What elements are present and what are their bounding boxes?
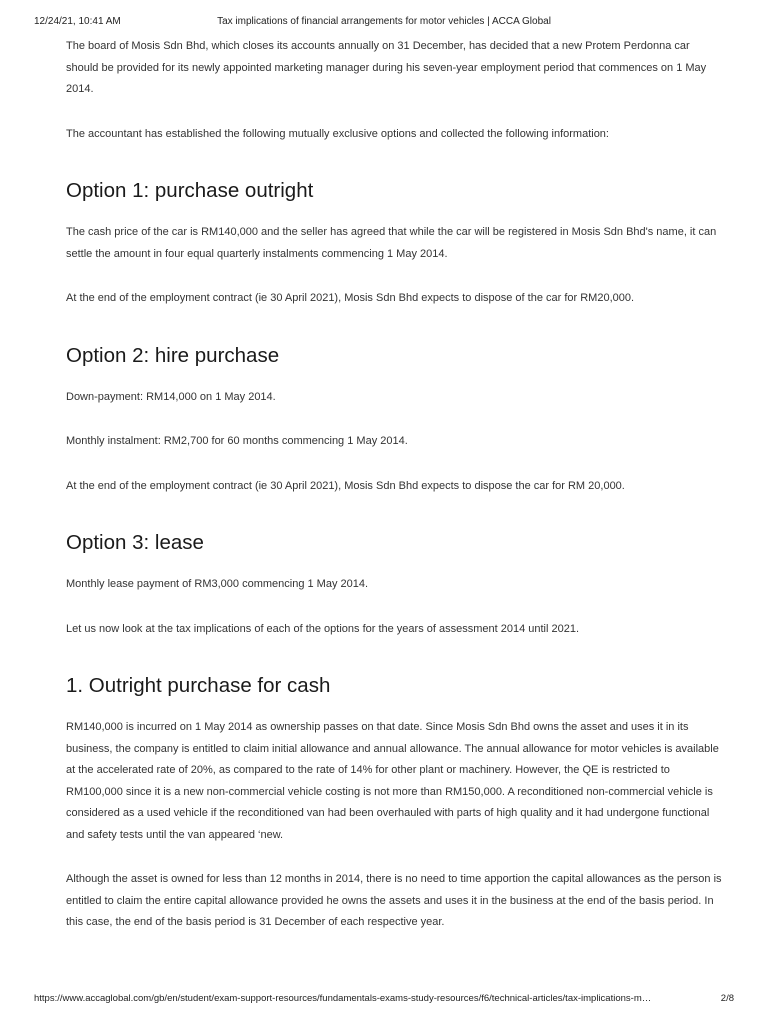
option2-heading: Option 2: hire purchase	[66, 343, 280, 367]
option1-paragraph-1: The cash price of the car is RM140,000 and the seller has agreed that while the car will be registered in Mosis Sdn Bhd's name, it can settle the amount in four equal quarterly instalments commencing 1 May 2014.	[66, 226, 717, 260]
print-datetime: 12/24/21, 10:41 AM	[34, 16, 121, 27]
page-number: 2/8	[720, 993, 734, 1004]
option2-paragraph-3: At the end of the employment contract (ie 30 April 2021), Mosis Sdn Bhd expects to dispose the car for RM 20,000.	[66, 479, 625, 492]
article-content	[66, 36, 722, 957]
intro-paragraph-2: The accountant has established the following mutually exclusive options and collected the following information:	[66, 127, 609, 140]
section1-heading: 1. Outright purchase for cash	[66, 674, 331, 697]
page-url: https://www.accaglobal.com/gb/en/student/exam-support-resources/fundamentals-exams-study-resources/f6/technical-articles/tax-implications-m…	[34, 993, 652, 1004]
option2-paragraph-1: Down-payment: RM14,000 on 1 May 2014.	[66, 390, 276, 403]
option2-paragraph-2: Monthly instalment: RM2,700 for 60 months commencing 1 May 2014.	[66, 435, 408, 447]
option3-heading: Option 3: lease	[66, 531, 204, 554]
section1-paragraph-2: Although the asset is owned for less than 12 months in 2014, there is no need to time apportion the capital allowances as the person is entitled to claim the entire capital allowance provided he owns the assets and uses it in the business at the end of the basis period. In this case, the end of the basis period is 31 December of each respective year.	[66, 873, 722, 928]
intro-paragraph-1: The board of Mosis Sdn Bhd, which closes its accounts annually on 31 December, has decided that a new Protem Perdonna car should be provided for its newly appointed marketing manager during his seven-year employment period that commences on 1 May 2014.	[66, 40, 707, 95]
option1-heading: Option 1: purchase outright	[66, 179, 314, 202]
print-footer	[34, 993, 734, 1007]
option3-paragraph-1: Monthly lease payment of RM3,000 commencing 1 May 2014.	[66, 578, 369, 590]
option3-paragraph-2: Let us now look at the tax implications of each of the options for the years of assessment 2014 until 2021.	[66, 622, 580, 635]
section1-paragraph-1: RM140,000 is incurred on 1 May 2014 as ownership passes on that date. Since Mosis Sdn Bhd owns the asset and uses it in its business, the company is entitled to claim initial allowance and annual allowance. The annual allowance for motor vehicles is available at the accelerated rate of 20%, as compared to the rate of 14% for other plant or machinery. However, the QE is restricted to RM100,000 since it is a new non-commercial vehicle costing is not more than RM150,000. A reconditioned non-commercial vehicle is considered as a used vehicle if the reconditioned van had been overhauled with parts of high quality and it had undergone functional and safety tests until the van appeared ‘new.	[66, 721, 719, 841]
print-header	[34, 16, 734, 30]
document-title: Tax implications of financial arrangements for motor vehicles | ACCA Global	[217, 16, 551, 27]
option1-paragraph-2: At the end of the employment contract (ie 30 April 2021), Mosis Sdn Bhd expects to dispose of the car for RM20,000.	[66, 292, 635, 304]
